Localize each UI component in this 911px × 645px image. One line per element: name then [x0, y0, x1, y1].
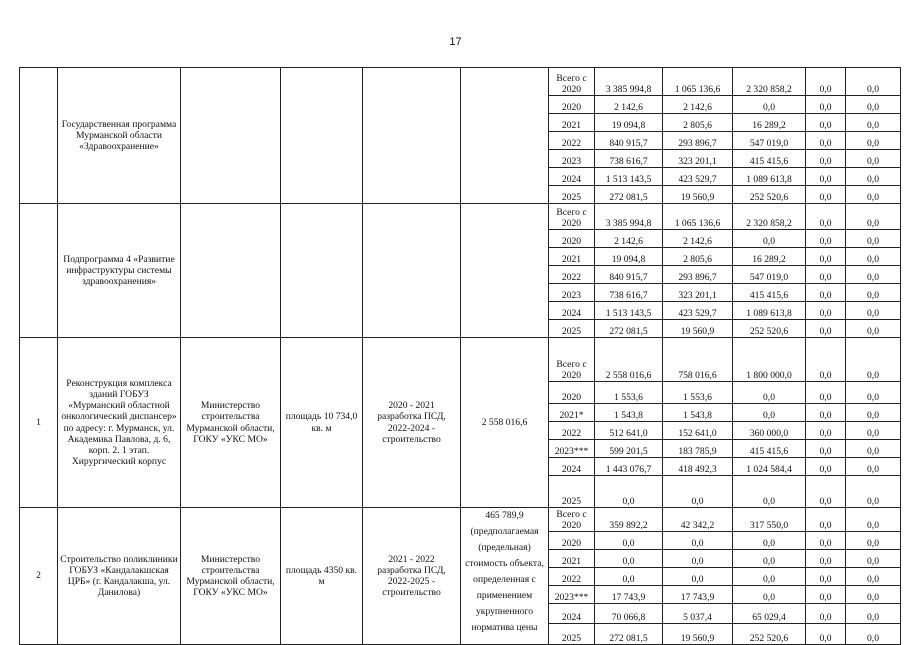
value-cell: 840 915,7 [595, 132, 663, 150]
value-cell: 415 415,6 [733, 284, 806, 302]
value-cell: 0,0 [663, 550, 733, 568]
value-cell: 2 558 016,6 [595, 338, 663, 382]
year-cell: 2024 [549, 302, 595, 320]
value-cell: 3 385 994,8 [595, 204, 663, 230]
value-cell: 0,0 [806, 96, 846, 114]
value-cell: 0,0 [846, 476, 901, 508]
value-cell: 0,0 [806, 550, 846, 568]
value-cell: 272 081,5 [595, 320, 663, 338]
value-cell: 0,0 [806, 338, 846, 382]
value-cell: 0,0 [663, 568, 733, 586]
value-cell: 418 492,3 [663, 458, 733, 476]
value-cell: 0,0 [806, 476, 846, 508]
value-cell: 0,0 [663, 532, 733, 550]
value-cell: 19 094,8 [595, 114, 663, 132]
year-cell: 2022 [549, 266, 595, 284]
executor [181, 204, 281, 338]
value-cell: 0,0 [846, 382, 901, 404]
value-cell: 0,0 [846, 604, 901, 624]
value-cell: 16 289,2 [733, 248, 806, 266]
value-cell: 2 320 858,2 [733, 68, 806, 96]
value-cell: 0,0 [733, 476, 806, 508]
value-cell: 1 089 613,8 [733, 302, 806, 320]
value-cell: 0,0 [846, 150, 901, 168]
value-cell: 293 896,7 [663, 266, 733, 284]
year-cell: Всего с 2020 [549, 68, 595, 96]
value-cell: 0,0 [806, 382, 846, 404]
value-cell: 65 029,4 [733, 604, 806, 624]
value-cell: 0,0 [806, 284, 846, 302]
value-cell: 0,0 [663, 476, 733, 508]
year-cell: 2020 [549, 230, 595, 248]
value-cell: 840 915,7 [595, 266, 663, 284]
value-cell: 0,0 [733, 568, 806, 586]
value-cell: 0,0 [806, 150, 846, 168]
value-cell: 1 513 143,5 [595, 168, 663, 186]
year-cell: 2024 [549, 168, 595, 186]
row-number [20, 204, 58, 338]
row-number: 1 [20, 338, 58, 508]
value-cell: 0,0 [846, 230, 901, 248]
year-cell: 2023 [549, 150, 595, 168]
value-cell: 1 553,6 [663, 382, 733, 404]
value-cell: 0,0 [846, 532, 901, 550]
value-cell: 0,0 [846, 96, 901, 114]
value-cell: 0,0 [733, 586, 806, 604]
value-cell: 1 513 143,5 [595, 302, 663, 320]
year-cell: 2023*** [549, 440, 595, 458]
capacity: площадь 4350 кв. м [281, 508, 363, 645]
value-cell: 0,0 [846, 586, 901, 604]
value-cell: 317 550,0 [733, 508, 806, 532]
value-cell: 0,0 [846, 320, 901, 338]
value-cell: 0,0 [806, 508, 846, 532]
row-number [20, 68, 58, 204]
value-cell: 272 081,5 [595, 624, 663, 645]
value-cell: 1 024 584,4 [733, 458, 806, 476]
value-cell: 323 201,1 [663, 284, 733, 302]
estimated-cost [461, 68, 549, 204]
year-cell: 2023 [549, 284, 595, 302]
value-cell: 0,0 [595, 532, 663, 550]
object-name: Строительство поликлиники ГОБУЗ «Кандалакшская ЦРБ» (г. Кандалакша, ул. Данилова) [58, 508, 181, 645]
value-cell: 17 743,9 [595, 586, 663, 604]
value-cell: 0,0 [806, 532, 846, 550]
value-cell: 1 065 136,6 [663, 204, 733, 230]
value-cell: 359 892,2 [595, 508, 663, 532]
table-row [20, 68, 901, 96]
value-cell: 183 785,9 [663, 440, 733, 458]
value-cell: 42 342,2 [663, 508, 733, 532]
value-cell: 1 800 000,0 [733, 338, 806, 382]
value-cell: 0,0 [846, 68, 901, 96]
value-cell: 1 543,8 [663, 404, 733, 422]
value-cell: 512 641,0 [595, 422, 663, 440]
value-cell: 547 019,0 [733, 132, 806, 150]
year-cell: Всего с 2020 [549, 338, 595, 382]
year-cell: Всего с 2020 [549, 508, 595, 532]
year-cell: Всего с 2020 [549, 204, 595, 230]
year-cell: 2020 [549, 382, 595, 404]
table-row [20, 204, 901, 230]
value-cell: 0,0 [806, 586, 846, 604]
object-name: Государственная программа Мурманской области «Здравоохранение» [58, 68, 181, 204]
value-cell: 0,0 [846, 248, 901, 266]
value-cell: 0,0 [733, 382, 806, 404]
year-cell: 2022 [549, 422, 595, 440]
value-cell: 0,0 [806, 320, 846, 338]
value-cell: 0,0 [595, 476, 663, 508]
value-cell: 5 037,4 [663, 604, 733, 624]
page-number: 17 [449, 36, 462, 48]
value-cell: 0,0 [846, 114, 901, 132]
value-cell: 2 142,6 [595, 230, 663, 248]
year-cell: 2024 [549, 604, 595, 624]
value-cell: 2 142,6 [663, 96, 733, 114]
value-cell: 0,0 [806, 68, 846, 96]
object-name: Подпрограмма 4 «Развитие инфраструктуры системы здравоохранения» [58, 204, 181, 338]
value-cell: 323 201,1 [663, 150, 733, 168]
value-cell: 0,0 [595, 568, 663, 586]
value-cell: 252 520,6 [733, 186, 806, 204]
year-cell: 2021 [549, 114, 595, 132]
value-cell: 0,0 [846, 624, 901, 645]
value-cell: 0,0 [806, 302, 846, 320]
value-cell: 0,0 [806, 186, 846, 204]
estimated-cost [461, 204, 549, 338]
value-cell: 0,0 [733, 96, 806, 114]
year-cell: 2020 [549, 96, 595, 114]
value-cell: 0,0 [806, 458, 846, 476]
capacity [281, 68, 363, 204]
value-cell: 0,0 [806, 422, 846, 440]
value-cell: 0,0 [846, 204, 901, 230]
value-cell: 272 081,5 [595, 186, 663, 204]
capacity: площадь 10 734,0 кв. м [281, 338, 363, 508]
period: 2021 - 2022 разработка ПСД, 2022-2025 - строительство [363, 508, 461, 645]
year-cell: 2021 [549, 550, 595, 568]
year-cell: 2021* [549, 404, 595, 422]
value-cell: 252 520,6 [733, 624, 806, 645]
value-cell: 2 320 858,2 [733, 204, 806, 230]
value-cell: 2 805,6 [663, 248, 733, 266]
value-cell: 1 443 076,7 [595, 458, 663, 476]
value-cell: 0,0 [846, 422, 901, 440]
year-cell: 2023*** [549, 586, 595, 604]
value-cell: 0,0 [806, 604, 846, 624]
year-cell: 2022 [549, 132, 595, 150]
value-cell: 19 560,9 [663, 320, 733, 338]
value-cell: 2 142,6 [663, 230, 733, 248]
value-cell: 17 743,9 [663, 586, 733, 604]
value-cell: 0,0 [806, 114, 846, 132]
value-cell: 0,0 [846, 568, 901, 586]
value-cell: 599 201,5 [595, 440, 663, 458]
table-row [20, 338, 901, 382]
value-cell: 2 805,6 [663, 114, 733, 132]
table-body [20, 68, 901, 645]
value-cell: 415 415,6 [733, 150, 806, 168]
investment-table [19, 67, 901, 645]
value-cell: 19 560,9 [663, 624, 733, 645]
value-cell: 293 896,7 [663, 132, 733, 150]
value-cell: 0,0 [733, 230, 806, 248]
value-cell: 0,0 [846, 404, 901, 422]
value-cell: 0,0 [846, 550, 901, 568]
value-cell: 0,0 [806, 132, 846, 150]
year-cell: 2025 [549, 624, 595, 645]
value-cell: 0,0 [806, 248, 846, 266]
year-cell: 2020 [549, 532, 595, 550]
object-name: Реконструкция комплекса зданий ГОБУЗ «Мурманский областной онкологический диспансер» по адресу: г. Мурманск, ул. Академика Павлова, д. 6, корп. 2. 1 этап. Хирургический корпус [58, 338, 181, 508]
table-row [20, 508, 901, 532]
value-cell: 0,0 [846, 440, 901, 458]
year-cell: 2025 [549, 476, 595, 508]
executor [181, 68, 281, 204]
row-number: 2 [20, 508, 58, 645]
value-cell: 1 543,8 [595, 404, 663, 422]
capacity [281, 204, 363, 338]
value-cell: 0,0 [846, 338, 901, 382]
value-cell: 16 289,2 [733, 114, 806, 132]
value-cell: 1 089 613,8 [733, 168, 806, 186]
value-cell: 0,0 [733, 532, 806, 550]
value-cell: 0,0 [806, 168, 846, 186]
value-cell: 0,0 [846, 508, 901, 532]
value-cell: 360 000,0 [733, 422, 806, 440]
value-cell: 738 616,7 [595, 150, 663, 168]
value-cell: 547 019,0 [733, 266, 806, 284]
executor: Министерство строительства Мурманской области, ГОКУ «УКС МО» [181, 338, 281, 508]
period [363, 68, 461, 204]
value-cell: 70 066,8 [595, 604, 663, 624]
value-cell: 415 415,6 [733, 440, 806, 458]
year-cell: 2024 [549, 458, 595, 476]
value-cell: 758 016,6 [663, 338, 733, 382]
value-cell: 0,0 [846, 284, 901, 302]
value-cell: 0,0 [595, 550, 663, 568]
value-cell: 19 560,9 [663, 186, 733, 204]
value-cell: 0,0 [806, 404, 846, 422]
value-cell: 1 065 136,6 [663, 68, 733, 96]
value-cell: 3 385 994,8 [595, 68, 663, 96]
value-cell: 0,0 [806, 568, 846, 586]
value-cell: 0,0 [846, 168, 901, 186]
value-cell: 0,0 [733, 404, 806, 422]
value-cell: 423 529,7 [663, 168, 733, 186]
period: 2020 - 2021 разработка ПСД, 2022-2024 - строительство [363, 338, 461, 508]
value-cell: 0,0 [806, 440, 846, 458]
value-cell: 19 094,8 [595, 248, 663, 266]
value-cell: 252 520,6 [733, 320, 806, 338]
year-cell: 2025 [549, 320, 595, 338]
value-cell: 0,0 [846, 186, 901, 204]
value-cell: 0,0 [733, 550, 806, 568]
value-cell: 0,0 [846, 132, 901, 150]
value-cell: 0,0 [846, 302, 901, 320]
year-cell: 2022 [549, 568, 595, 586]
value-cell: 0,0 [806, 204, 846, 230]
value-cell: 0,0 [806, 624, 846, 645]
year-cell: 2025 [549, 186, 595, 204]
year-cell: 2021 [549, 248, 595, 266]
value-cell: 0,0 [806, 230, 846, 248]
value-cell: 2 142,6 [595, 96, 663, 114]
value-cell: 423 529,7 [663, 302, 733, 320]
value-cell: 0,0 [806, 266, 846, 284]
value-cell: 1 553,6 [595, 382, 663, 404]
estimated-cost: 465 789,9 (предполагаемая (предельная) стоимость объекта, определенная с применением укрупненного норматива цены [461, 508, 549, 645]
value-cell: 0,0 [846, 266, 901, 284]
value-cell: 0,0 [846, 458, 901, 476]
period [363, 204, 461, 338]
executor: Министерство строительства Мурманской области, ГОКУ «УКС МО» [181, 508, 281, 645]
value-cell: 738 616,7 [595, 284, 663, 302]
value-cell: 152 641,0 [663, 422, 733, 440]
estimated-cost: 2 558 016,6 [461, 338, 549, 508]
